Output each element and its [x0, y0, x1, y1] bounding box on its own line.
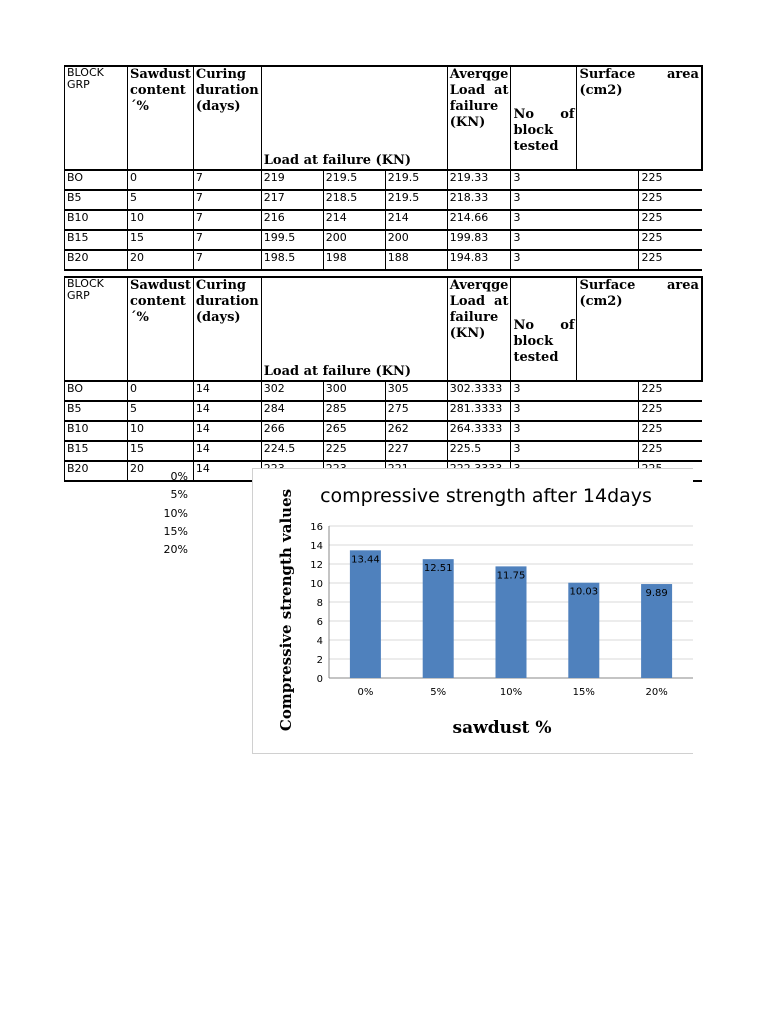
header-curing-duration: Curing duration (days) [193, 277, 261, 381]
cell-load-3: 214 [385, 210, 447, 230]
table-row [65, 250, 702, 270]
cell-sawdust: 5 [128, 401, 194, 421]
table-row [65, 190, 702, 210]
cell-empty [577, 250, 639, 270]
cell-load-1: 224.5 [261, 441, 323, 461]
cell-average: 199.83 [447, 230, 511, 250]
cell-sawdust: 15 [128, 230, 194, 250]
data-label: 9.89 [645, 588, 668, 600]
header-load-at-failure: Load at failure (KN) [261, 277, 447, 381]
cell-empty [577, 170, 639, 190]
cell-empty [577, 210, 639, 230]
y-tick-label: 4 [316, 636, 323, 647]
x-tick-label: 15% [572, 687, 595, 698]
cell-tested: 3 [511, 250, 577, 270]
cell-load-3: 262 [385, 421, 447, 441]
cell-load-2: 300 [323, 381, 385, 401]
cell-empty [577, 421, 639, 441]
table-header-row [65, 277, 702, 381]
cell-sawdust: 20 [128, 461, 194, 481]
cell-load-1: 216 [261, 210, 323, 230]
cell-block-grp: B5 [65, 190, 128, 210]
cell-empty [577, 381, 639, 401]
cell-load-1: 217 [261, 190, 323, 210]
cell-curing: 7 [193, 170, 261, 190]
percent-label: 20% [163, 543, 188, 557]
cell-area: 225 [639, 421, 702, 441]
cell-sawdust: 10 [128, 210, 194, 230]
cell-empty [577, 401, 639, 421]
cell-area: 225 [639, 170, 702, 190]
cell-average: 218.33 [447, 190, 511, 210]
cell-sawdust: 0 [128, 381, 194, 401]
x-tick-label: 0% [357, 687, 374, 698]
cell-average: 264.3333 [447, 421, 511, 441]
cell-load-3: 219.5 [385, 170, 447, 190]
cell-block-grp: B10 [65, 421, 128, 441]
cell-load-1: 284 [261, 401, 323, 421]
cell-load-2: 198 [323, 250, 385, 270]
header-surface-area: Surface area (cm2) [577, 277, 702, 381]
table-row [65, 421, 702, 441]
cell-average: 225.5 [447, 441, 511, 461]
header-surface-area: Surface area (cm2) [577, 66, 702, 170]
cell-block-grp: B20 [65, 250, 128, 270]
header-average-load: Averqge Load at failure (KN) [447, 66, 511, 170]
cell-area: 225 [639, 381, 702, 401]
cell-tested: 3 [511, 381, 577, 401]
percent-label: 10% [163, 506, 188, 520]
x-tick-label: 20% [645, 687, 668, 698]
cell-average: 302.3333 [447, 381, 511, 401]
cell-area: 225 [639, 441, 702, 461]
percent-label: 5% [170, 488, 188, 502]
cell-load-3: 219.5 [385, 190, 447, 210]
cell-sawdust: 20 [128, 250, 194, 270]
cell-load-3: 305 [385, 381, 447, 401]
cell-tested: 3 [511, 230, 577, 250]
cell-tested: 3 [511, 170, 577, 190]
cell-load-2: 285 [323, 401, 385, 421]
cell-empty [577, 441, 639, 461]
cell-curing: 14 [193, 401, 261, 421]
cell-curing: 14 [193, 461, 261, 481]
cell-block-grp: B15 [65, 441, 128, 461]
header-sawdust-content: Sawdust content ´% [128, 277, 194, 381]
y-tick-label: 8 [316, 598, 323, 609]
cell-curing: 7 [193, 210, 261, 230]
x-tick-label: 10% [499, 687, 523, 698]
cell-load-3: 227 [385, 441, 447, 461]
header-block-grp: BLOCK GRP [65, 66, 128, 170]
cell-curing: 7 [193, 190, 261, 210]
bar [350, 550, 381, 678]
cell-load-2: 218.5 [323, 190, 385, 210]
cell-curing: 7 [193, 230, 261, 250]
cell-sawdust: 10 [128, 421, 194, 441]
cell-area: 225 [639, 250, 702, 270]
y-tick-label: 16 [310, 522, 323, 533]
cell-load-1: 302 [261, 381, 323, 401]
header-no-of-block: No of block tested [511, 277, 577, 381]
cell-block-grp: B10 [65, 210, 128, 230]
percent-label: 0% [170, 470, 188, 483]
header-sawdust-content: Sawdust content ´% [128, 66, 194, 170]
cell-tested: 3 [511, 421, 577, 441]
cell-block-grp: BO [65, 170, 128, 190]
cell-curing: 7 [193, 250, 261, 270]
data-label: 12.51 [423, 563, 453, 575]
cell-average: 219.33 [447, 170, 511, 190]
cell-block-grp: B5 [65, 401, 128, 421]
header-block-grp: BLOCK GRP [65, 277, 128, 381]
cell-load-2: 265 [323, 421, 385, 441]
x-axis-label: sawdust % [452, 718, 552, 738]
cell-block-grp: BO [65, 381, 128, 401]
cell-load-3: 188 [385, 250, 447, 270]
y-tick-label: 6 [316, 617, 323, 628]
cell-load-2: 214 [323, 210, 385, 230]
table-row [65, 441, 702, 461]
y-tick-label: 0 [316, 674, 323, 685]
cell-curing: 14 [193, 421, 261, 441]
data-label: 10.03 [569, 586, 599, 598]
data-label: 11.75 [496, 570, 526, 582]
cell-average: 194.83 [447, 250, 511, 270]
bar [496, 566, 527, 678]
cell-block-grp: B20 [65, 461, 128, 481]
cell-load-1: 266 [261, 421, 323, 441]
cell-tested: 3 [511, 401, 577, 421]
table-row [65, 210, 702, 230]
chart-title: compressive strength after 14days [320, 485, 652, 507]
header-curing-duration: Curing duration (days) [193, 66, 261, 170]
curing-14-days-table [64, 276, 703, 482]
cell-curing: 14 [193, 441, 261, 461]
cell-load-2: 219.5 [323, 170, 385, 190]
cell-average: 214.66 [447, 210, 511, 230]
cell-load-1: 219 [261, 170, 323, 190]
curing-7-days-table [64, 65, 703, 271]
cell-block-grp: B15 [65, 230, 128, 250]
cell-load-2: 200 [323, 230, 385, 250]
table-header-row [65, 66, 702, 170]
cell-sawdust: 0 [128, 170, 194, 190]
cell-load-3: 200 [385, 230, 447, 250]
table-row [65, 170, 702, 190]
header-average-load: Averqge Load at failure (KN) [447, 277, 511, 381]
cell-curing: 14 [193, 381, 261, 401]
cell-load-1: 198.5 [261, 250, 323, 270]
table-row [65, 381, 702, 401]
data-label: 13.44 [351, 554, 380, 566]
cell-area: 225 [639, 401, 702, 421]
cell-tested: 3 [511, 441, 577, 461]
y-tick-label: 14 [310, 541, 323, 552]
cell-load-1: 199.5 [261, 230, 323, 250]
cell-average: 281.3333 [447, 401, 511, 421]
y-tick-label: 12 [310, 560, 323, 571]
cell-area: 225 [639, 230, 702, 250]
table-row [65, 401, 702, 421]
y-tick-label: 2 [316, 655, 323, 666]
header-load-at-failure: Load at failure (KN) [261, 66, 447, 170]
percent-label: 15% [163, 524, 188, 538]
chart-svg [253, 469, 693, 753]
y-axis-label: Compressive strength values [277, 488, 295, 732]
x-tick-label: 5% [430, 687, 447, 698]
cell-load-2: 225 [323, 441, 385, 461]
percent-label-list [150, 468, 188, 559]
cell-sawdust: 15 [128, 441, 194, 461]
cell-area: 225 [639, 210, 702, 230]
header-no-of-block: No of block tested [511, 66, 577, 170]
cell-sawdust: 5 [128, 190, 194, 210]
bar [423, 559, 454, 678]
cell-empty [577, 190, 639, 210]
cell-load-3: 275 [385, 401, 447, 421]
table-row [65, 230, 702, 250]
cell-tested: 3 [511, 190, 577, 210]
cell-area: 225 [639, 190, 702, 210]
cell-tested: 3 [511, 210, 577, 230]
cell-empty [577, 230, 639, 250]
y-tick-label: 10 [310, 579, 323, 590]
compressive-strength-chart [252, 468, 693, 754]
